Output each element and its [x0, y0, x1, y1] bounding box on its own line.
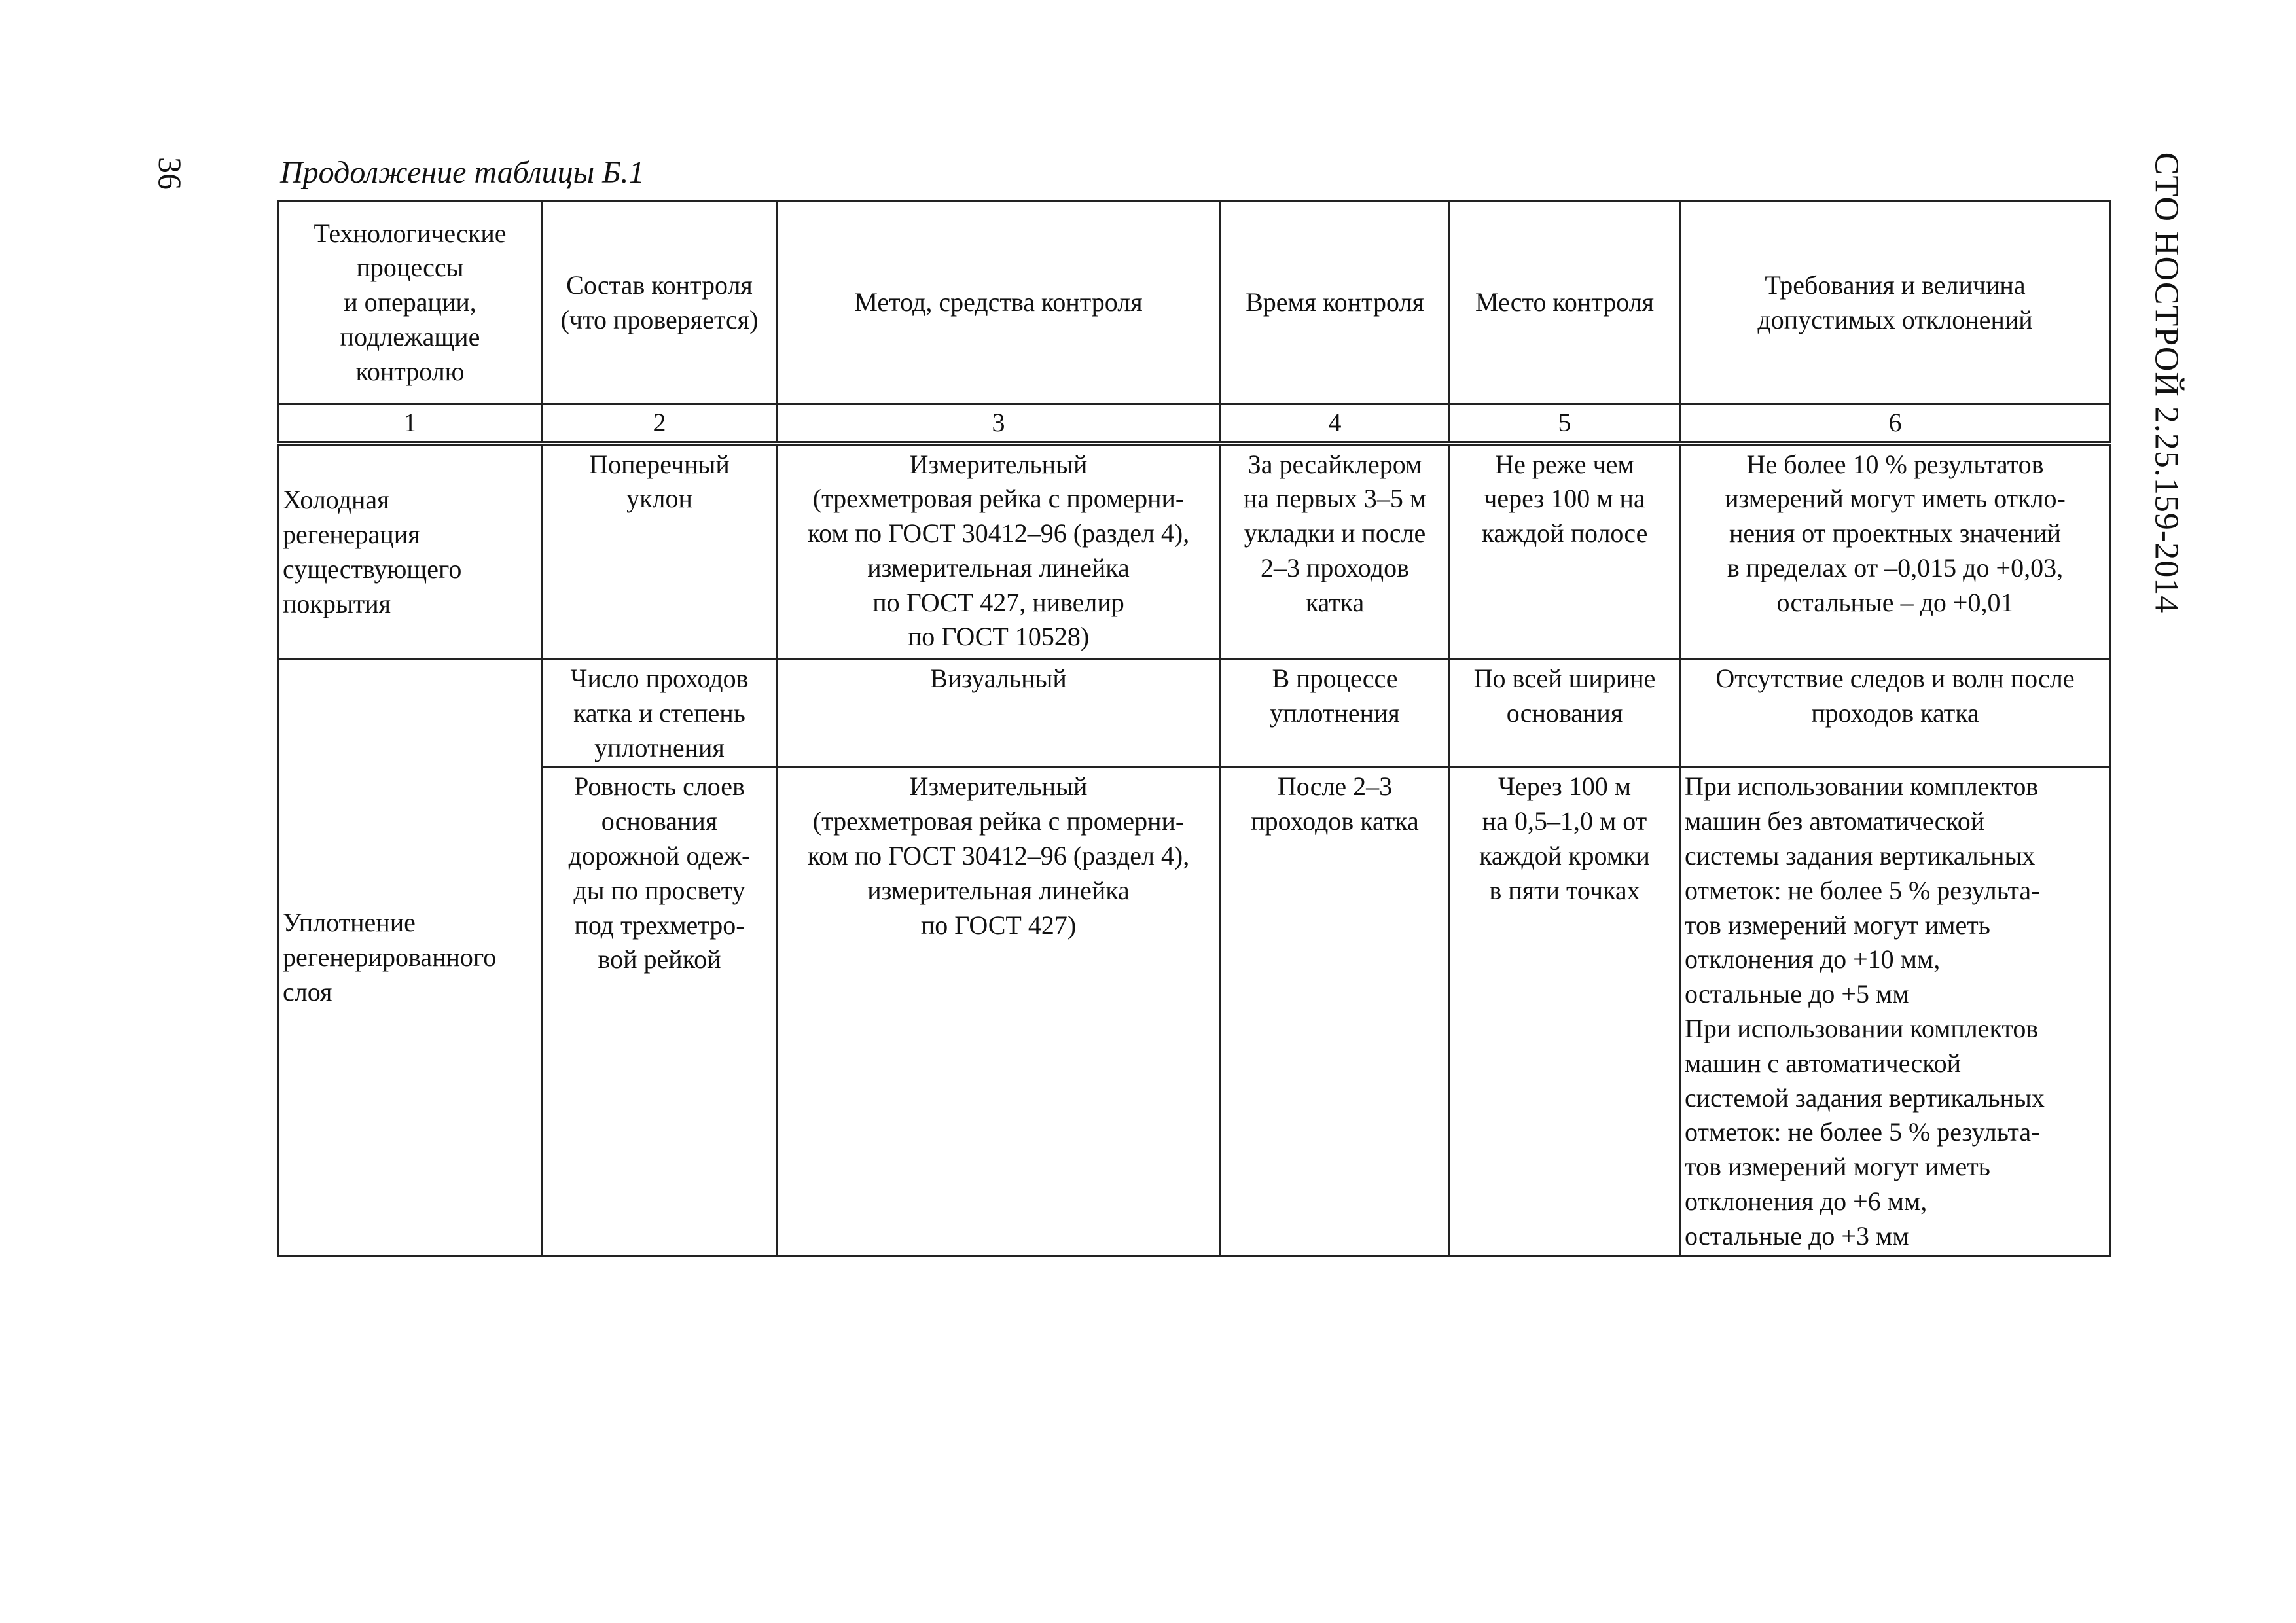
place-cell: По всей ширине основания [1450, 660, 1680, 768]
what-checked-cell: Число проходов катка и степень уплотнения [543, 660, 777, 768]
requirements-cell: Не более 10 % результатов измерений могут иметь откло- нения от проектных значений в пределах от –0,015 до +0,03, остальные – до +0,01 [1680, 444, 2111, 660]
place-cell: Не реже чем через 100 м на каждой полосе [1450, 444, 1680, 660]
column-number: 2 [543, 404, 777, 444]
column-number: 3 [777, 404, 1221, 444]
header-requirements: Требования и величина допустимых отклонений [1680, 202, 2111, 404]
header-what-checked: Состав контроля (что проверяется) [543, 202, 777, 404]
column-number: 4 [1221, 404, 1450, 444]
table-row [278, 444, 2111, 660]
what-checked-cell: Ровность слоев основания дорожной одеж- ды по просвету под трехметро- вой рейкой [543, 768, 777, 1256]
process-cell: Уплотнение регенерированного слоя [278, 660, 543, 1257]
time-cell: В процессе уплотнения [1221, 660, 1450, 768]
header-place: Место контроля [1450, 202, 1680, 404]
requirements-cell: Отсутствие следов и волн после проходов катка [1680, 660, 2111, 768]
column-number: 1 [278, 404, 543, 444]
header-time: Время контроля [1221, 202, 1450, 404]
method-cell: Визуальный [777, 660, 1221, 768]
document-code: СТО НОСТРОЙ 2.25.159-2014 [2147, 152, 2185, 614]
header-method: Метод, средства контроля [777, 202, 1221, 404]
column-number: 5 [1450, 404, 1680, 444]
table-caption: Продолжение таблицы Б.1 [280, 155, 645, 190]
method-cell: Измерительный (трехметровая рейка с промерни- ком по ГОСТ 30412–96 (раздел 4), измерительная линейка по ГОСТ 427) [777, 768, 1221, 1256]
time-cell: После 2–3 проходов катка [1221, 768, 1450, 1256]
control-table [277, 200, 2111, 1257]
time-cell: За ресайклером на первых 3–5 м укладки и после 2–3 проходов катка [1221, 444, 1450, 660]
table-row [278, 768, 2111, 1256]
page-number: 36 [152, 157, 188, 190]
process-cell: Холодная регенерация существующего покрытия [278, 444, 543, 660]
requirements-cell: При использовании комплектов машин без автоматической системы задания вертикальных отметок: не более 5 % результа- тов измерений могут иметь отклонения до +10 мм, остальные до +5 мм При использовании комплектов машин с автоматической системой задания вертикальных отметок: не более 5 % результа- тов измерений могут иметь отклонения до +6 мм, остальные до +3 мм [1680, 768, 2111, 1256]
column-number-row [278, 404, 2111, 444]
header-process: Технологические процессы и операции, подлежащие контролю [278, 202, 543, 404]
table-row [278, 660, 2111, 768]
header-row [278, 202, 2111, 404]
place-cell: Через 100 м на 0,5–1,0 м от каждой кромки в пяти точках [1450, 768, 1680, 1256]
method-cell: Измерительный (трехметровая рейка с промерни- ком по ГОСТ 30412–96 (раздел 4), измерительная линейка по ГОСТ 427, нивелир по ГОСТ 10528) [777, 444, 1221, 660]
column-number: 6 [1680, 404, 2111, 444]
what-checked-cell: Поперечный уклон [543, 444, 777, 660]
